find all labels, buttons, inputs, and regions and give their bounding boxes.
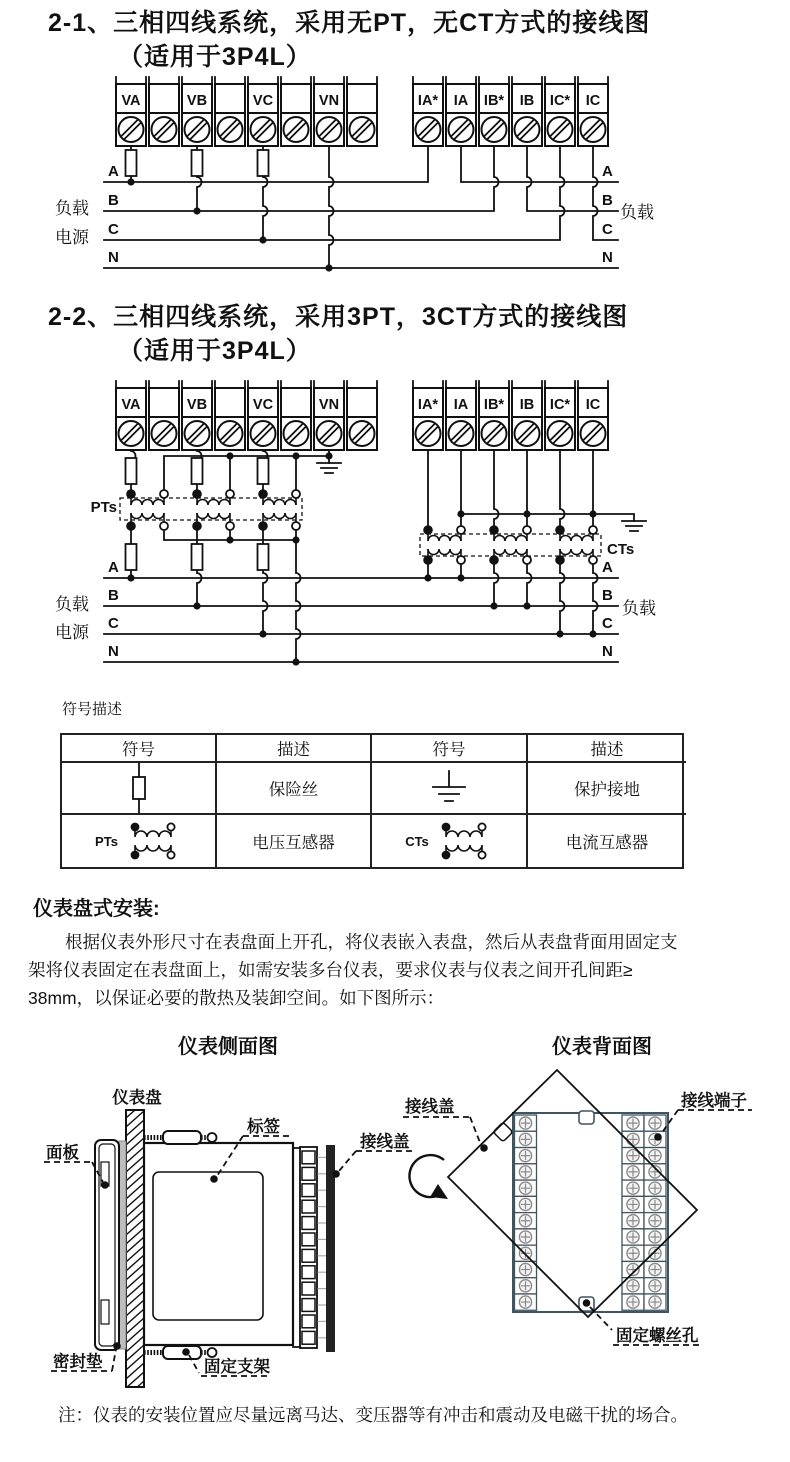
line-label-c-left: C (108, 221, 119, 238)
line2-label-c-right: C (602, 615, 613, 632)
screw-hole-label: 固定螺丝孔 (616, 1327, 699, 1345)
fixing-bracket-top (163, 1131, 201, 1144)
symbol-table-header-4: 描述 (528, 735, 686, 763)
cover-side-leader (339, 1151, 413, 1171)
back-view-title: 仪表背面图 (552, 1036, 652, 1058)
terminal-label: IB (519, 93, 535, 109)
load2-label-left: 负载 (55, 595, 89, 614)
terminal-label: IB* (483, 93, 505, 109)
terminal-label: IA (453, 93, 469, 109)
terminal-label: VC (252, 397, 274, 413)
symbol-table-header-1: 符号 (62, 735, 217, 763)
ground-desc-cell: 保护接地 (528, 763, 686, 815)
fixing-bracket-bottom (163, 1346, 201, 1359)
terminal-label: IA (453, 397, 469, 413)
installation-figures (0, 1060, 790, 1400)
terminal-label: VB (186, 397, 208, 413)
install-para-line1: 根据仪表外形尺寸在表盘面上开孔，将仪表嵌入表盘，然后从表盘背面用固定支 (65, 932, 678, 952)
source-label-left: 电源 (55, 228, 89, 247)
terminal-label: VA (121, 93, 141, 109)
line-label-a-left: A (108, 163, 119, 180)
terminal-label: VN (318, 93, 340, 109)
ground-icon (425, 768, 473, 808)
terminal-label: VB (186, 93, 208, 109)
ct-group-box (420, 534, 601, 556)
section-2-1-title (48, 6, 650, 74)
symbol-table (60, 733, 684, 869)
install-para-line2: 架将仪表固定在表盘面上，如需安装多台仪表，要求仪表与仪表之间开孔间距≥ (28, 960, 633, 980)
top-notch (579, 1111, 594, 1124)
gasket-label: 密封垫 (53, 1353, 103, 1371)
sticker-label: 标签 (247, 1118, 280, 1136)
bracket-label: 固定支架 (204, 1358, 270, 1376)
pt-desc-cell: 电压互感器 (217, 815, 372, 867)
front-panel-label: 面板 (46, 1144, 79, 1162)
line-label-b-right: B (602, 192, 613, 209)
line-label-c-right: C (602, 221, 613, 238)
side-view-title: 仪表侧面图 (178, 1036, 278, 1058)
symbol-table-header-3: 符号 (372, 735, 528, 763)
fuse-desc-cell: 保险丝 (217, 763, 372, 815)
install-para-line3: 38mm，以保证必要的散热及装卸空间。如下图所示： (28, 988, 445, 1008)
screw-head-bottom (208, 1348, 217, 1357)
section-2-2-title-line2: （适用于3P4L） (118, 337, 312, 365)
fuse-symbol-cell (62, 763, 217, 815)
wiring-diagram-no-pt-ct (0, 70, 790, 285)
ct-desc-cell: 电流互感器 (565, 834, 649, 852)
ct-symbol-label: CTs (405, 833, 429, 849)
wiring-diagram-3pt-3ct (0, 378, 790, 673)
source2-label-left: 电源 (55, 623, 89, 642)
load-label-left: 负载 (55, 199, 89, 218)
wiring2-terminal-strip (116, 381, 608, 450)
line2-label-c-left: C (108, 615, 119, 632)
pt-symbol-cell (62, 815, 217, 867)
pts-label: PTs (90, 499, 117, 516)
line2-label-a-left: A (108, 559, 119, 576)
line-label-a-right: A (602, 163, 613, 180)
bracket-point (182, 1348, 190, 1356)
install-paragraph (28, 928, 764, 1012)
terminal-label: IC (585, 397, 601, 413)
ct-coil-icon (435, 818, 493, 864)
line2-label-b-left: B (108, 587, 119, 604)
cover-back-point (480, 1144, 488, 1152)
front-panel-point (101, 1181, 109, 1189)
terminal-label: VA (121, 397, 141, 413)
wiring1-terminal-strip (116, 77, 608, 146)
section-2-2-title-line1: 2-2、三相四线系统，采用3PT，3CT方式的接线图 (48, 303, 629, 331)
cts-label: CTs (607, 541, 635, 558)
terminal-back-point (654, 1133, 662, 1141)
panel-clip-bottom (101, 1300, 109, 1324)
line2-label-a-right: A (602, 559, 613, 576)
cover-notch (493, 1122, 513, 1142)
terminal-label: IC* (549, 397, 571, 413)
line-label-n-left: N (108, 249, 119, 266)
cover-back-leader (403, 1117, 481, 1145)
terminal-label: IB* (483, 397, 505, 413)
terminal-label: VN (318, 397, 340, 413)
meter-back-view (403, 1070, 752, 1345)
section-2-1-title-line2: （适用于3P4L） (118, 43, 312, 71)
panel-board-label: 仪表盘 (112, 1089, 162, 1107)
wiring1-wires (104, 146, 618, 268)
line-label-b-left: B (108, 192, 119, 209)
rotate-arrow-head (430, 1184, 448, 1199)
gasket-point (113, 1342, 121, 1350)
line2-label-n-left: N (108, 643, 119, 660)
terminal-label: IA* (417, 93, 439, 109)
bottom-note: 注：仪表的安装位置应尽量远离马达、变压器等有冲击和震动及电磁干扰的场合。 (58, 1405, 688, 1425)
terminal-label: IC* (549, 93, 571, 109)
terminal-label: IB (519, 397, 535, 413)
symbol-table-caption: 符号描述 (62, 701, 123, 718)
line-label-n-right: N (602, 249, 613, 266)
terminal-label: IA* (417, 397, 439, 413)
seal-gasket (119, 1141, 126, 1349)
load-label-right: 负载 (620, 203, 654, 222)
pt-symbol-label: PTs (95, 833, 118, 849)
section-2-1-title-line1: 2-1、三相四线系统，采用无PT，无CT方式的接线图 (48, 9, 651, 37)
section-2-2-title (48, 300, 628, 368)
cover-side-point (332, 1170, 340, 1178)
terminal-back-label: 接线端子 (681, 1092, 747, 1110)
sticker-point (210, 1175, 218, 1183)
label-sticker (153, 1172, 263, 1320)
wiring2-wires (104, 450, 634, 662)
meter-side-view (44, 1087, 413, 1406)
cover-side-label: 接线盖 (360, 1133, 410, 1151)
line2-label-n-right: N (602, 643, 613, 660)
install-heading: 仪表盘式安装: (33, 898, 160, 920)
pt-coil-icon (124, 818, 182, 864)
ct-symbol-cell (372, 815, 528, 867)
terminal-back-leader (661, 1110, 752, 1134)
ground-symbol-cell (372, 763, 528, 815)
screw-head-top (208, 1133, 217, 1142)
terminal-label: IC (585, 93, 601, 109)
screw-hole-point (583, 1299, 591, 1307)
symbol-table-header-2: 描述 (217, 735, 372, 763)
cover-back-label: 接线盖 (405, 1098, 455, 1116)
line2-label-b-right: B (602, 587, 613, 604)
terminal-label: VC (252, 93, 274, 109)
fuse-icon (127, 763, 151, 813)
load2-label-right: 负载 (622, 599, 656, 618)
